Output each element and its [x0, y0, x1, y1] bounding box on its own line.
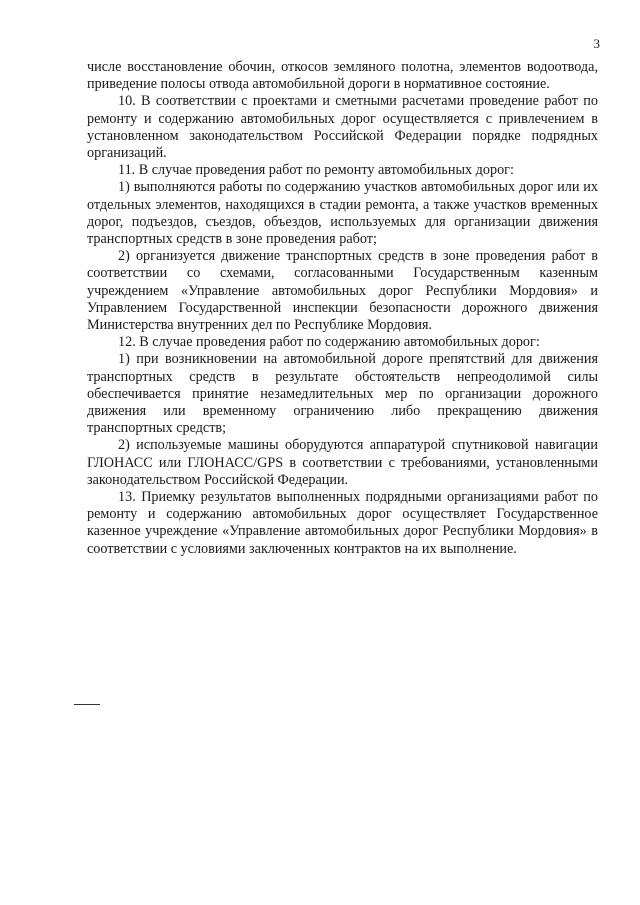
paragraph-item-12: 12. В случае проведения работ по содержанию автомобильных дорог: [118, 334, 540, 351]
paragraph-item-12-1: 1) при возникновении на автомобильной дороге препятствий для движения транспортных средств в результате обстоятельств непреодолимой силы обеспечивается принятие незамедлительных мер по организации дорожного движения или временному ограничению либо прекращению движения транспортных средств; [87, 351, 598, 437]
document-body [87, 59, 598, 558]
paragraph-item-12-2: 2) используемые машины оборудуются аппаратурой спутниковой навигации ГЛОНАСС или ГЛОНАСС/GPS в соответствии с требованиями, установленными законодательством Российской Федерации. [87, 437, 598, 488]
paragraph-item-13: 13. Приемку результатов выполненных подрядными организациями работ по ремонту и содержанию автомобильных дорог осуществляет Государственное казенное учреждение «Управление автомобильных дорог Республики Мордовия» в соответствии с условиями заключенных контрактов на их выполнение. [87, 489, 598, 557]
paragraph-continuation: числе восстановление обочин, откосов земляного полотна, элементов водоотвода, приведение полосы отвода автомобильной дороги в нормативное состояние. [87, 59, 598, 93]
paragraph-item-11-1: 1) выполняются работы по содержанию участков автомобильных дорог или их отдельных элементов, находящихся в стадии ремонта, а также участков временных дорог, подъездов, съездов, объездов, используемых для организации движения транспортных средств в зоне проведения работ; [87, 179, 598, 248]
paragraph-item-11: 11. В случае проведения работ по ремонту автомобильных дорог: [118, 162, 514, 179]
margin-mark [74, 704, 100, 705]
page-number: 3 [593, 36, 600, 51]
paragraph-item-10: 10. В соответствии с проектами и сметными расчетами проведение работ по ремонту и содержанию автомобильных дорог осуществляется с привлечением в установленном законодательством Российской Федерации порядке подрядных организаций. [87, 93, 598, 162]
paragraph-item-11-2: 2) организуется движение транспортных средств в зоне проведения работ в соответствии со схемами, согласованными Государственным казенным учреждением «Управление автомобильных дорог Республики Мордовия» и Управлением Государственной инспекции безопасности дорожного движения Министерства внутренних дел по Республике Мордовия. [87, 248, 598, 334]
